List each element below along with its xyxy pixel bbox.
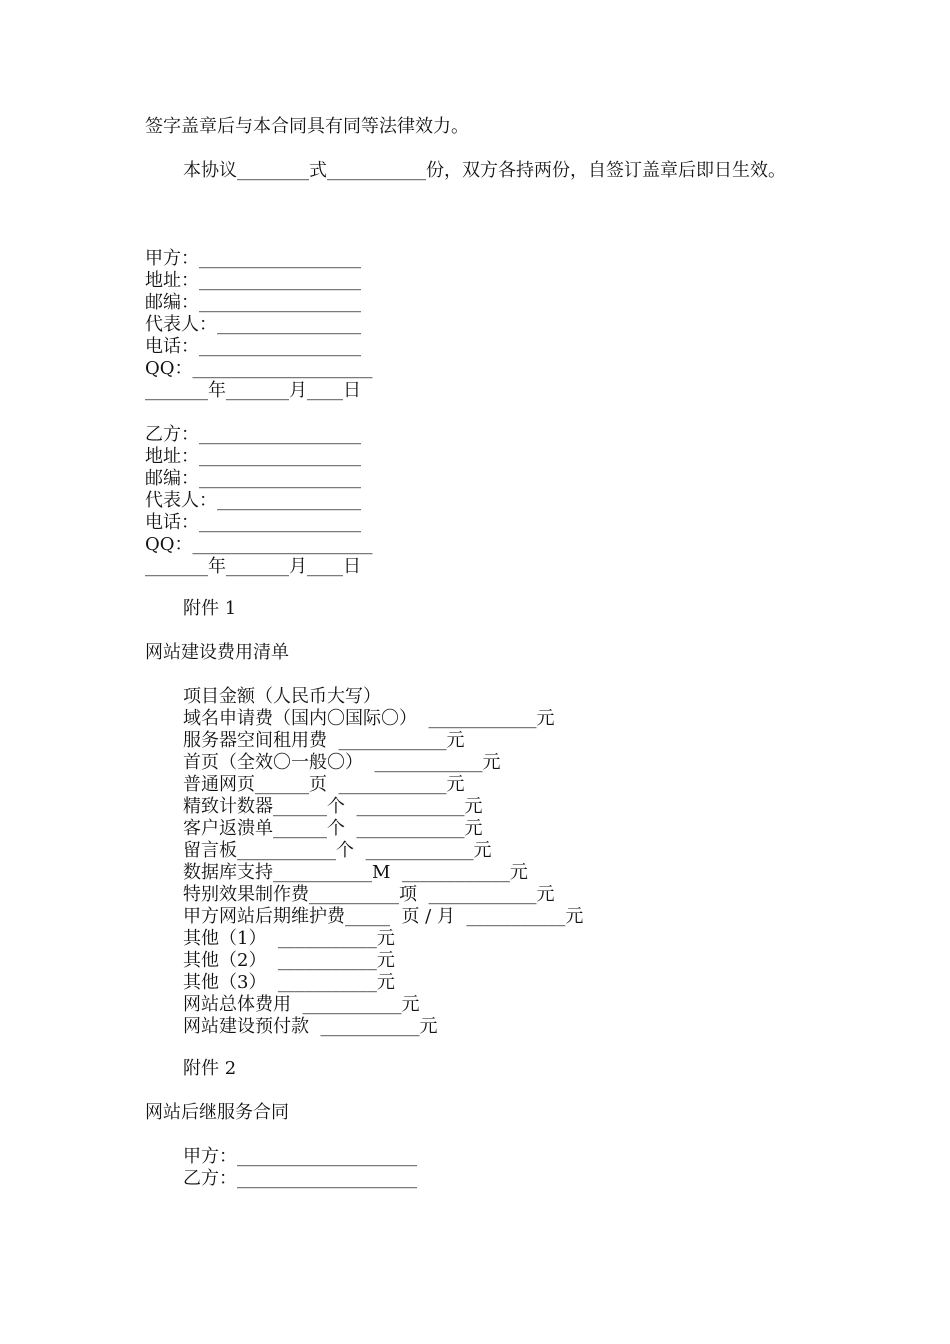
party-b-phone-field: 电话：__________________ <box>145 512 361 533</box>
cost-item-other-1: 其他（1） ___________元 <box>183 928 395 949</box>
cost-list-title: 网站建设费用清单 <box>145 642 289 663</box>
party-b-date-field: _______年_______月____日 <box>145 556 361 577</box>
party-b-representative-field: 代表人：________________ <box>145 490 361 511</box>
party-a-qq-field: QQ：____________________ <box>145 358 373 379</box>
cost-item-normal-pages: 普通网页______页 ____________元 <box>183 774 465 795</box>
service-party-b-field: 乙方：____________________ <box>183 1168 417 1189</box>
cost-item-prepayment: 网站建设预付款 ___________元 <box>183 1016 438 1037</box>
party-b-field: 乙方：__________________ <box>145 424 361 445</box>
cost-item-total: 网站总体费用 ___________元 <box>183 994 420 1015</box>
cost-item-special-effects: 特别效果制作费__________项 ____________元 <box>183 884 555 905</box>
cost-item-counter: 精致计数器______个 ____________元 <box>183 796 483 817</box>
party-b-address-field: 地址：__________________ <box>145 446 361 467</box>
party-b-postcode-field: 邮编：__________________ <box>145 468 361 489</box>
cost-item-database: 数据库支持___________M ____________元 <box>183 862 528 883</box>
cost-item-domain: 域名申请费（国内〇国际〇） ____________元 <box>183 708 555 729</box>
cost-item-other-2: 其他（2） ___________元 <box>183 950 395 971</box>
party-a-postcode-field: 邮编：__________________ <box>145 292 361 313</box>
party-a-address-field: 地址：__________________ <box>145 270 361 291</box>
attachment-2-heading: 附件 2 <box>183 1058 237 1079</box>
copies-clause: 本协议________式___________份，双方各持两份，自签订盖章后即日生效。 <box>183 160 786 181</box>
cost-item-maintenance: 甲方网站后期维护费_____ 页 / 月 ___________元 <box>183 906 584 927</box>
party-a-date-field: _______年_______月____日 <box>145 380 361 401</box>
party-a-phone-field: 电话：__________________ <box>145 336 361 357</box>
party-b-qq-field: QQ：____________________ <box>145 534 373 555</box>
cost-item-guestbook: 留言板___________个 ____________元 <box>183 840 492 861</box>
party-a-field: 甲方：__________________ <box>145 248 361 269</box>
cost-list-header: 项目金额（人民币大写） <box>183 686 381 707</box>
attachment-1-heading: 附件 1 <box>183 598 237 619</box>
cost-item-feedback-form: 客户返溃单______个 ____________元 <box>183 818 483 839</box>
cost-item-other-3: 其他（3） ___________元 <box>183 972 395 993</box>
service-contract-title: 网站后继服务合同 <box>145 1102 289 1123</box>
service-party-a-field: 甲方：____________________ <box>183 1146 417 1167</box>
effect-clause: 签字盖章后与本合同具有同等法律效力。 <box>145 116 469 137</box>
party-a-representative-field: 代表人：________________ <box>145 314 361 335</box>
cost-item-homepage: 首页（全效〇一般〇） ____________元 <box>183 752 501 773</box>
cost-item-server-space: 服务器空间租用费 ____________元 <box>183 730 465 751</box>
